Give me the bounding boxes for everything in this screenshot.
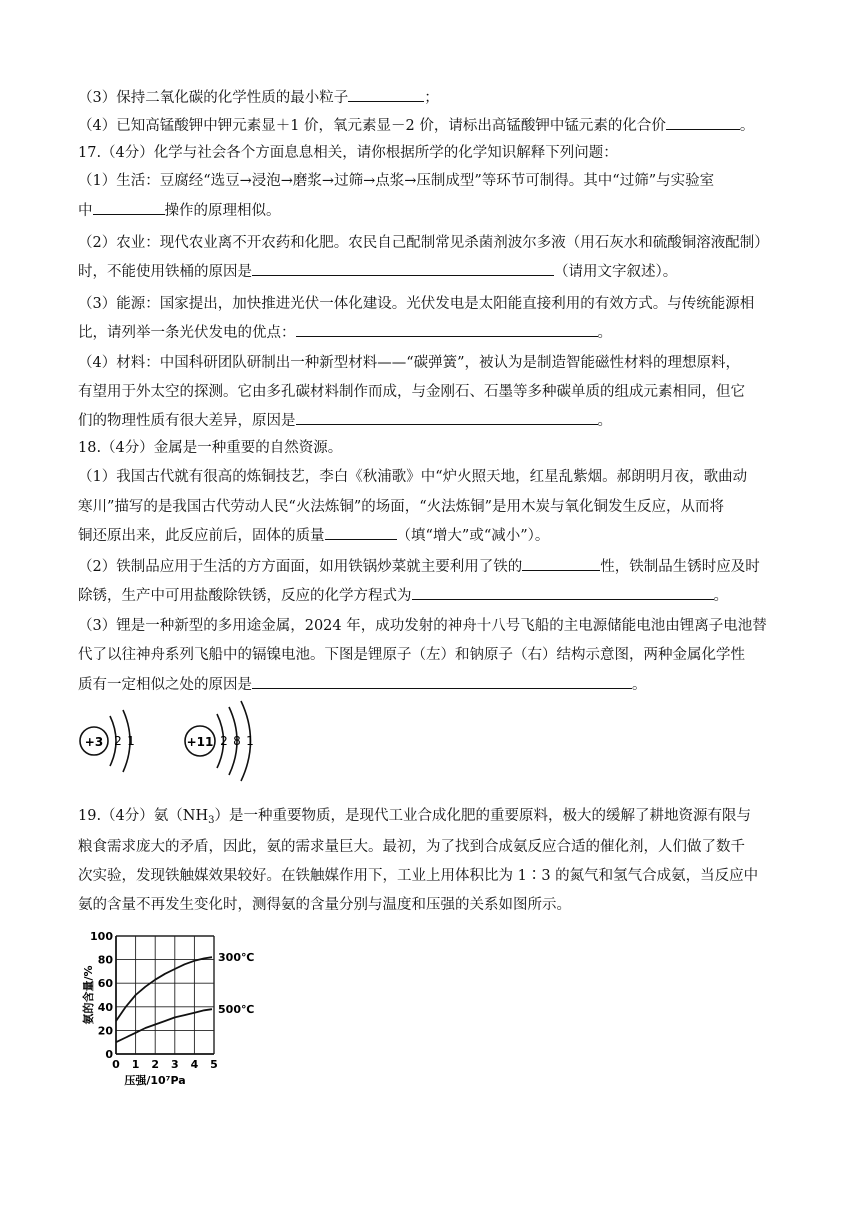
chart-axes xyxy=(116,936,214,1054)
answer-blank[interactable] xyxy=(93,200,165,215)
q18-part2-cont: 性，铁制品生锈时应及时 xyxy=(600,559,760,575)
q18-part2-text: （2）铁制品应用于生活的方方面面，如用铁锅炒菜就主要利用了铁的 xyxy=(78,559,523,575)
li-shell-electrons-1: 2 xyxy=(114,734,122,748)
q18-part1-line1: （1）我国古代就有很高的炼铜技艺，李白《秋浦歌》中“炉火照天地，红星乱紫烟。郝朗明月夜，歌曲动 xyxy=(78,469,748,485)
ammonia-formula xyxy=(183,808,215,824)
y-tick-label: 60 xyxy=(97,977,113,991)
q18-heading: 18.（4分）金属是一种重要的自然资源。 xyxy=(78,440,343,456)
answer-blank[interactable] xyxy=(348,87,424,102)
q17-part4-line1: （4）材料：中国科研团队研制出一种新型材料——“碳弹簧”，被认为是制造智能磁性材料的理想原料， xyxy=(78,355,741,371)
q17-part3-text: 比，请列举一条光伏发电的优点： xyxy=(78,325,296,341)
x-tick-label: 2 xyxy=(151,1058,160,1071)
q19-text-rest: ）是一种重要物质，是现代工业合成化肥的重要原料，极大的缓解了耕地资源有限与 xyxy=(214,808,752,824)
q18-part3-line3 xyxy=(78,674,647,695)
y-tick-label: 40 xyxy=(97,1000,113,1014)
answer-blank[interactable] xyxy=(522,556,600,571)
q17-part1-line1: （1）生活：豆腐经“选豆→浸泡→磨浆→过筛→点浆→压制成型”等环节可制得。其中“过筛”与实验室 xyxy=(78,173,715,189)
q16-part4-end: 。 xyxy=(739,118,755,134)
q17-part4-text: 们的物理性质有很大差异，原因是 xyxy=(78,413,296,429)
na-nucleus-label: +11 xyxy=(186,735,214,749)
formula-subscript: 3 xyxy=(208,815,215,826)
q18-part2-line1 xyxy=(78,556,760,577)
q17-part2-text: 时，不能使用铁桶的原因是 xyxy=(78,264,252,280)
answer-blank[interactable] xyxy=(252,261,554,276)
lithium-atom-diagram xyxy=(80,710,135,772)
answer-blank[interactable] xyxy=(412,585,714,600)
chart-labels xyxy=(81,930,254,1086)
answer-blank[interactable] xyxy=(666,115,740,130)
na-shell-electrons-3: 1 xyxy=(246,734,254,748)
na-shell-electrons-1: 2 xyxy=(220,734,228,748)
q19-line1 xyxy=(78,806,751,831)
q17-part3-line1: （3）能源：国家提出，加快推进光伏一体化建设。光伏发电是太阳能直接利用的有效方式。与传统能源相 xyxy=(78,296,755,312)
q18-part3-line1: （3）锂是一种新型的多用途金属，2024 年，成功发射的神舟十八号飞船的主电源储能电池由锂离子电池替 xyxy=(78,618,767,634)
q17-part4-line3 xyxy=(78,410,612,431)
q17-part3-end: 。 xyxy=(597,325,612,341)
q18-part3-line2: 代了以往神舟系列飞船中的镉镍电池。下图是锂原子（左）和钠原子（右）结构示意图，两种金属化学性 xyxy=(78,647,745,663)
q18-part3-text: 质有一定相似之处的原因是 xyxy=(78,677,252,693)
answer-blank[interactable] xyxy=(296,322,598,337)
q18-part1-line3 xyxy=(78,525,549,546)
q17-part2-line2 xyxy=(78,261,677,282)
q16-part4-text: （4）已知高锰酸钾中钾元素显＋1 价，氧元素显－2 价，请标出高锰酸钾中锰元素的化合价 xyxy=(78,118,666,134)
series-line-2 xyxy=(116,1009,212,1042)
q17-part1-line2 xyxy=(78,200,281,221)
q18-part1-line2: 寒川”描写的是我国古代劳动人民“火法炼铜”的场面，“火法炼铜”是用木炭与氧化铜发生反应，从而将 xyxy=(78,499,725,515)
q19-line4: 氨的含量不再发生变化时，测得氨的含量分别与温度和压强的关系如图所示。 xyxy=(78,897,571,913)
x-tick-label: 4 xyxy=(190,1058,199,1071)
q19-line3: 次实验，发现铁触媒效果较好。在铁触媒作用下，工业上用体积比为 1∶3 的氮气和氢气合成氨，当反应中 xyxy=(78,868,759,884)
q18-part1-end: （填“增大”或“减小”）。 xyxy=(396,528,550,544)
x-tick-label: 5 xyxy=(210,1058,218,1071)
x-tick-label: 0 xyxy=(112,1058,120,1071)
y-tick-label: 20 xyxy=(97,1024,113,1038)
q17-part4-line2: 有望用于外太空的探测。它由多孔碳材料制作而成，与金刚石、石墨等多种碳单质的组成元素相同，但它 xyxy=(78,384,745,400)
q17-part1-end: 操作的原理相似。 xyxy=(164,203,281,219)
x-tick-label: 3 xyxy=(170,1058,179,1071)
series-label-1: 300℃ xyxy=(218,951,255,965)
q17-heading: 17.（4分）化学与社会各个方面息息相关，请你根据所学的化学知识解释下列问题： xyxy=(78,145,618,161)
q18-part3-end: 。 xyxy=(632,677,647,693)
x-tick-label: 1 xyxy=(131,1058,140,1071)
sodium-atom-diagram xyxy=(185,701,254,781)
formula-nh: NH xyxy=(182,808,209,824)
y-tick-label: 80 xyxy=(97,953,113,967)
answer-blank[interactable] xyxy=(296,410,598,425)
q16-part3 xyxy=(78,87,439,108)
chart-series xyxy=(116,957,212,1042)
li-shell-electrons-2: 1 xyxy=(127,734,135,748)
q19-text-start: 19.（4分）氨（ xyxy=(78,808,183,824)
y-tick-label: 100 xyxy=(90,930,113,943)
q18-part2-end: 。 xyxy=(713,588,728,604)
answer-blank[interactable] xyxy=(252,674,632,689)
li-nucleus-label: +3 xyxy=(84,735,104,749)
q18-part2-text2: 除锈，生产中可用盐酸除铁锈，反应的化学方程式为 xyxy=(78,588,412,604)
x-axis-label: 压强/10⁷Pa xyxy=(124,1074,186,1086)
q18-part2-line2 xyxy=(78,585,728,606)
y-axis-label: 氨的含量/% xyxy=(82,965,95,1025)
q17-part2-end: （请用文字叙述）。 xyxy=(554,264,678,280)
q17-part4-end: 。 xyxy=(597,413,612,429)
q16-part4 xyxy=(78,115,754,136)
ammonia-content-chart xyxy=(80,926,260,1086)
na-shell-electrons-2: 8 xyxy=(233,734,241,748)
q16-part3-text: （3）保持二氧化碳的化学性质的最小粒子 xyxy=(78,90,349,106)
q18-part1-text: 铜还原出来，此反应前后，固体的质量 xyxy=(78,528,325,544)
q17-part3-line2 xyxy=(78,322,612,343)
answer-blank[interactable] xyxy=(325,525,397,540)
q17-part1-text: 中 xyxy=(78,203,93,219)
chart-grid xyxy=(116,936,214,1054)
q17-part2-line1: （2）农业：现代农业离不开农药和化肥。农民自己配制常见杀菌剂波尔多液（用石灰水和硫酸铜溶液配制） xyxy=(78,235,769,251)
q19-line2: 粮食需求庞大的矛盾，因此，氨的需求量巨大。最初，为了找到合成氨反应合适的催化剂，人们做了数千 xyxy=(78,839,745,855)
atom-diagrams xyxy=(74,700,294,790)
y-tick-label: 0 xyxy=(105,1048,113,1061)
series-label-2: 500℃ xyxy=(218,1003,255,1017)
q16-part3-end: ； xyxy=(424,90,439,106)
